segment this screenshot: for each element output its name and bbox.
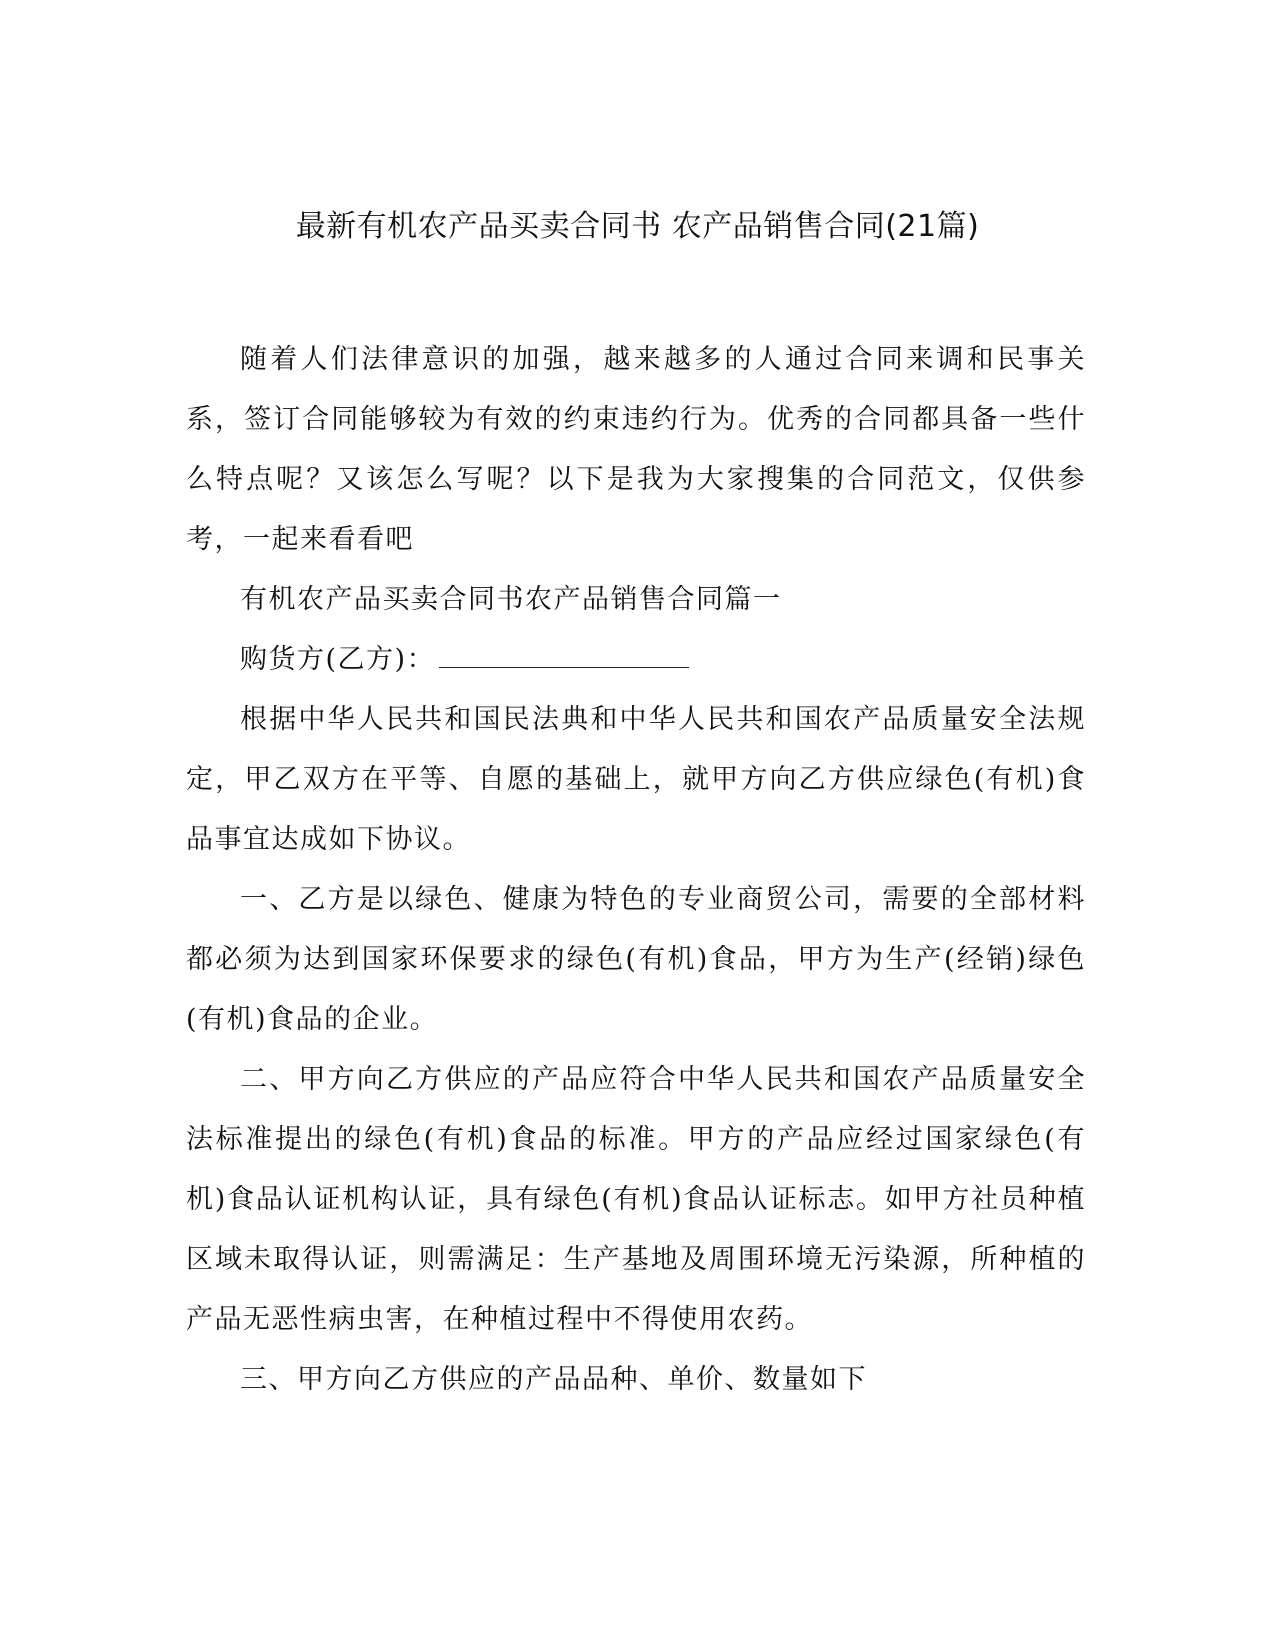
buyer-line [186, 630, 1086, 690]
intro-paragraph: 随着人们法律意识的加强，越来越多的人通过合同来调和民事关系，签订合同能够较为有效的约束违约行为。优秀的合同都具备一些什么特点呢？又该怎么写呢？以下是我为大家搜集的合同范文，仅供参考，一起来看看吧 [186, 344, 1086, 555]
document-body [186, 330, 1086, 1410]
basis-paragraph: 根据中华人民共和国民法典和中华人民共和国农产品质量安全法规定，甲乙双方在平等、自愿的基础上，就甲方向乙方供应绿色(有机)食品事宜达成如下协议。 [186, 704, 1086, 855]
clause-2-paragraph: 二、甲方向乙方供应的产品应符合中华人民共和国农产品质量安全法标准提出的绿色(有机)食品的标准。甲方的产品应经过国家绿色(有机)食品认证机构认证，具有绿色(有机)食品认证标志。如甲方社员种植区域未取得认证，则需满足：生产基地及周围环境无污染源，所种植的产品无恶性病虫害，在种植过程中不得使用农药。 [186, 1064, 1086, 1335]
buyer-blank-line [439, 637, 689, 668]
document-title: 最新有机农产品买卖合同书 农产品销售合同(21篇) [295, 209, 980, 244]
clause-3-paragraph: 三、甲方向乙方供应的产品品种、单价、数量如下 [240, 1364, 867, 1395]
clause-1-paragraph: 一、乙方是以绿色、健康为特色的专业商贸公司，需要的全部材料都必须为达到国家环保要求的绿色(有机)食品，甲方为生产(经销)绿色(有机)食品的企业。 [186, 884, 1086, 1035]
buyer-label: 购货方(乙方)： [240, 644, 436, 675]
section-heading: 有机农产品买卖合同书农产品销售合同篇一 [240, 584, 782, 615]
